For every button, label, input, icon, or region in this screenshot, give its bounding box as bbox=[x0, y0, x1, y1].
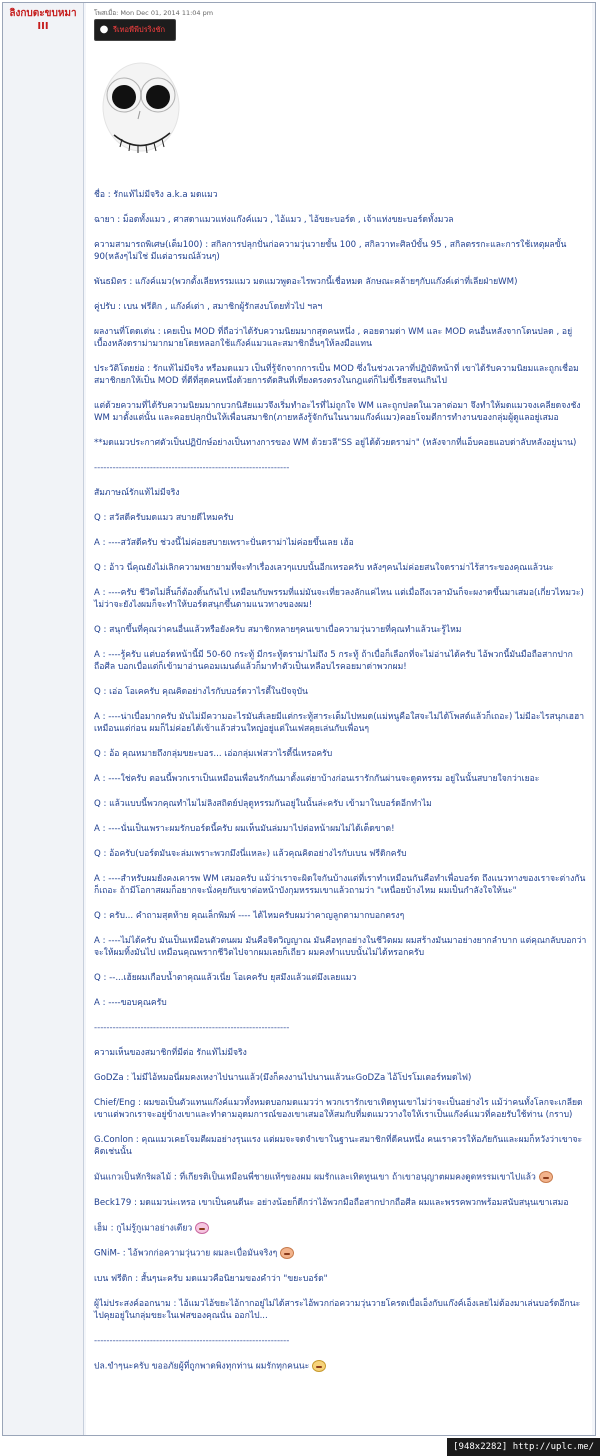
interview-line: Q : อ้อ คุณหมายถึงกลุ่มขยะบอร... เอ่อกลุ่มเฟสวาไรตี้นี่เหรอครับ bbox=[94, 749, 333, 759]
interview-line: Q : อ้อครับ(บอร์ดมันจะล่มเพราะพวกมึงนี่แหละ) แล้วคุณคิดอย่างไรกับเบน ฟรีดิกครับ bbox=[94, 849, 407, 859]
divider: --------------------------------------------------------------- bbox=[94, 1335, 290, 1346]
interview-line: A : ----น่าเบื่อมากครับ มันไม่มีความอะไรมันส์เลยมีแต่กระทู้สาระเต็มไปหมด(แม่หนูคือใสจะไม่ได้โพสต์แล้วก็เถอะ) ไม่มีอะไรสนุกเฮฮาเหมือนแต่ก่อน ผมก็ไม่ค่อยได้เข้าแล้วส่วนใหญ่อยู่แต่ในเฟสคุยเล่นกับเพื่อนๆ bbox=[94, 712, 585, 734]
profile-line: ความสามารถพิเศษ(เต็ม100) : สกิลการปลุกปั่นก่อความวุ่นวายขั้น 100 , สกิลวาทะศิลป์ขั้น 95 , สกิลตรรกะและการใช้เหตุผลขั้น 90(หลังๆไม่ใช่ มีแต่อารมณ์ล้วนๆ) bbox=[94, 240, 567, 262]
drunk-emote-icon bbox=[195, 1222, 209, 1234]
image-host-footer[interactable]: [948x2282] http://uplc.me/ bbox=[447, 1438, 600, 1456]
interview-line: Q : สนุกขึ้นที่คุณว่าคนอื่นแล้วหรือยังครับ สมาชิกหลายๆคนเขาเบื่อความวุ่นวายที่คุณทำแล้วนะรู้ไหม bbox=[94, 625, 462, 635]
comment-text: เบน ฟรีดิก : สั้นๆนะครับ มดแมวคือนิยามของคำว่า "ขยะบอร์ด" bbox=[94, 1273, 328, 1284]
comment-text: เฮ็ม : กูไม่รู้กูเมาอย่างเดียว bbox=[94, 1223, 193, 1233]
annoyed-emote-icon bbox=[280, 1247, 294, 1259]
comment-text: Beck179 : มดแมวน่ะเหรอ เขาเป็นคนดีนะ อย่างน้อยก็ดีกว่าไอ้พวกมือถือสากปากถือศีล ผมและพรรคพวกพร้อมสนับสนุนเขาเสมอ bbox=[94, 1197, 569, 1208]
report-label: รีเทอพืพีปรริงชัก bbox=[113, 25, 166, 34]
comment-text: GoDZa : ไม่มีไอ้หมอนี่ผมคงเหงาไปนานแล้ว(มึงก็คงงานไปนานแล้วนะGoDZa ไอ้โปรโมเตอร์หมดไฟ) bbox=[94, 1073, 472, 1083]
profile-line: **มดแมวประกาศตัวเป็นปฏิปักษ์อย่างเป็นทางการของ WM ด้วยวลี"SS อยู่ได้ด้วยดราม่า" (หลังจากที่แอ็บคอยแอบด่าลับหลังอยู่นาน) bbox=[94, 438, 577, 448]
interview-line: Q : --...เฮ้ยผมเกือบน้ำตาคุณแล้วเนี่ย โอเคครับ ยุสมึงแล้วแต่มึงเลยแมว bbox=[94, 973, 357, 983]
interview-line: A : ----รู้ครับ แต่บอร์ดหน้านี้มี 50-60 กระทู้ มีกระทู้ดราม่าไม่ถึง 5 กระทู้ ถ้าเบื่อก็เลือกที่จะไม่อ่านได้ครับ ไอ้พวกนี้มันมือถือสากปากถือศีล บอกเบื่อแต่ก็เข้ามาอ่านคอมเมนต์แล้วก็มาทำตัวเป็นเหลือบไรคอยมาด่าพวกผม! bbox=[94, 650, 573, 672]
interview-line: A : ----ขอบคุณครับ bbox=[94, 998, 167, 1008]
profile-line: ชื่อ : รักแท้ไม่มีจริง a.k.a มดแมว bbox=[94, 190, 218, 200]
interview-section bbox=[94, 487, 588, 1009]
author-column bbox=[3, 3, 84, 1435]
interview-line: Q : เอ่อ โอเคครับ คุณคิดอย่างไรกับบอร์ดวาไรตี้ในปัจจุบัน bbox=[94, 687, 308, 697]
comments-section bbox=[94, 1047, 588, 1322]
post-meta: โพสเมื่อ: Mon Dec 01, 2014 11:04 pm bbox=[94, 9, 214, 17]
grin-emote-icon bbox=[539, 1171, 553, 1183]
profile-line: ฉายา : ม็อดทั้งแมว , ศาสดาแมวแห่งแก๊งค์แมว , ไอ้แมว , ไอ้ขยะบอร์ด , เจ้าแห่งขยะบอร์ดทั้งมวล bbox=[94, 215, 454, 225]
interview-line: A : ----สำหรับผมยังคงเคารพ WM เสมอครับ แม้ว่าเราจะผิดใจกันบ้างแต่ที่เราทำเหมือนกันคือทำเพื่อบอร์ด ถึงแนวทางของเราจะต่างกันก็เถอะ ถ้ามีโอกาสผมก็อยากจะนั่งคุยกับเขาต่อหน้าบังกุมหรรมเขาแล้วถามว่า "เหนื่อยบ้างไหม ผมเป็นกำลังใจให้นะ" bbox=[94, 874, 586, 896]
closing-line bbox=[94, 1360, 588, 1373]
interview-title: สัมภาษณ์รักแท้ไม่มีจริง bbox=[94, 488, 180, 498]
interview-line: A : ----ไม่ได้ครับ มันเป็นเหมือนตัวตนผม มันคือจิตวิญญาณ มันคือทุกอย่างในชีวิตผม ผมสร้างมันมาอย่างยากลำบาก แต่คุณกลับบอกว่าจะให้ผมทิ้งมันไป เหมือนคุณพรากชีวิตไปจากผมเลยก็เถียว ผมคงทำแบบนั้นไม่ได้หรอกครับ bbox=[94, 936, 587, 958]
profile-line: แต่ด้วยความที่ได้รับความนิยมมากบวกนิสัยแมวจึงเริ่มทำอะไรที่ไม่ถูกใจ WM และถูกปลดในเวลาต่อมา จึงทำให้มดแมวจงเคลียดจงชัง WM มาตั้งแต่นั้น และคอยปลุกปั่นให้เพื่อนสมาชิก(ภายหลังรู้จักกันในนามแก๊งค์แมว)คอยโจมตีการทำงานของกลุ่มผู้ดูแลอยู่เสมอ bbox=[94, 401, 581, 423]
comment-line bbox=[94, 1298, 588, 1322]
divider: --------------------------------------------------------------- bbox=[94, 1023, 290, 1033]
interview-line: Q : อ้าว นี่คุณยังไม่เลิกความพยายามที่จะทำเรื่องเลวๆแบบนั้นอีกเหรอครับ หลังๆคนไม่ค่อยสนใจดราม่าไร้สาระของคุณแล้วนะ bbox=[94, 563, 554, 573]
interview-line: Q : สวัสดีครับมดแมว สบายดีไหมครับ bbox=[94, 513, 234, 523]
report-button[interactable] bbox=[94, 19, 176, 41]
comment-text: ผู้ไม่ประสงค์ออกนาม : ไอ้แมวไอ้ขยะไอ้กากอยู่ไม่ได้สาระไอ้พวกก่อความวุ่นวายโครตเบื่อเอ็งกับแก๊งค์เอ็งเลยไม่ต้องมาเล่นบอร์ดอีกนะไปคุยอยู่ในกลุ่มขยะในเฟสของคุณนั่น ออกไป... bbox=[94, 1298, 581, 1321]
comment-line bbox=[94, 1222, 588, 1235]
comment-line bbox=[94, 1273, 588, 1285]
comment-line bbox=[94, 1072, 588, 1084]
interview-line: A : ----สวัสดีครับ ช่วงนี้ไม่ค่อยสบายเพราะปั่นดราม่าไม่ค่อยขึ้นเลย เฮ้อ bbox=[94, 538, 354, 548]
profile-line: ประวัติโดยย่อ : รักแท้ไม่มีจริง หรือมดแมว เป็นที่รู้จักจากการเป็น MOD ซึ่งในช่วงเวลาที่ปฏิบัติหน้าที่ เขาได้รับความนิยมและถูกเชื่อมสมาชิกยกให้เป็น MOD ที่ดีที่สุดคนหนึ่งด้วยการตัดสินที่เที่ยงตรงตรงในกฎแต่ก็ไม่ขี้เรียสจนเกินไป bbox=[94, 364, 579, 386]
interview-line: A : ----นั่นเป็นเพราะผมรักบอร์ดนี้ครับ ผมเห็นมันล่มมาไปต่อหน้าผมไม่ได้เด็ดขาด! bbox=[94, 824, 395, 834]
closing-text: ปล.ขำๆนะครับ ขออภัยผู้ที่ถูกพาดพิงทุกท่าน ผมรักทุกคนนะ bbox=[94, 1361, 310, 1371]
post-body bbox=[86, 3, 592, 1435]
comment-text: มันแกวเป็นหักริผลไม้ : ที่เกียรติเป็นเหมือนพี่ชายแท้ๆของผม ผมรักและเทิดทูนเขา ถ้าเขาอนุญาตผมคงดูดหรรมเขาไปแล้ว bbox=[94, 1172, 536, 1183]
comment-line bbox=[94, 1197, 588, 1209]
smile-emote-icon bbox=[312, 1360, 326, 1372]
comment-line bbox=[94, 1134, 588, 1158]
comment-line bbox=[94, 1097, 588, 1121]
comment-text: Chief/Eng : ผมขอเป็นตัวแทนแก๊งค์แมวทั้งหมดบอกมดแมวว่า พวกเรารักเขาเทิดทูนเขาไม่ว่าจะเป็นอย่างไร แม้ว่าคนทั้งโลกจะเกลียดเขาแต่พวกเราจะอยู่ข้างเขาและทำตามอุดมการณ์ของเขาเสมอให้สมกับที่มดแมววางใจให้เราเป็นแก๊งค์แมวที่คอยรับใช้ท่าน (กราบ) bbox=[94, 1098, 583, 1120]
interview-line: Q : แล้วแบบนี้พวกคุณทำไมไม่ลิงสถิตย์ปลุดูหรรมกันอยู่ในนั้นล่ะครับ เข้ามาในบอร์ดอีกทำไม bbox=[94, 799, 432, 809]
comments-title: ความเห็นของสมาชิกที่มีต่อ รักแท้ไม่มีจริง bbox=[94, 1048, 247, 1058]
post-content bbox=[94, 189, 588, 1385]
profile-line: คู่ปรับ : เบน ฟรีดิก , แก๊งค์เต่า , สมาชิกผู้รักสงบโดยทั่วไป ฯลฯ bbox=[94, 302, 323, 312]
comment-text: GNiM- : ไอ้พวกก่อความวุ่นวาย ผมละเบื่อมันจริงๆ bbox=[94, 1248, 278, 1259]
interview-line: A : ----ครับ ชีวิตไม่สิ้นก็ต้องดิ้นกันไป เหมือนกับพรรมที่แม่มันจะเที่ยวลงลักแค่ไหน แต่เมื่อถึงเวลามันก็จะผงาดขึ้นมาเสมอ(เกี่ยวไหมวะ) ไม่ว่าจะยังไงผมก็จะทำให้บอร์ดสนุกขึ้นตามแนวทางของผม! bbox=[94, 588, 584, 610]
interview-line: A : ----ใช่ครับ ตอนนี้พวกเราเป็นเหมือนเพื่อนรักกันมาตั้งแต่ยาบ้างก่อนเรารักกันผ่านจะดูตหรรม อยู่ในนั้นสบายใจกว่าเยอะ bbox=[94, 774, 540, 784]
comment-text: G.Conlon : คุณแมวเคยโจมตีผมอย่างรุนแรง แต่ผมจะจดจำเขาในฐานะสมาชิกที่ดีคนหนึ่ง คนเราควรให้อภัยกันและผมก็หวังว่าเขาจะคิดเช่นนั้น bbox=[94, 1135, 583, 1157]
comment-line bbox=[94, 1247, 588, 1260]
author-name[interactable]: ลิงกบตะขบหมา III bbox=[9, 8, 77, 32]
divider: --------------------------------------------------------------- bbox=[94, 463, 290, 473]
interview-line: Q : ครับ... คำถามสุดท้าย คุณเล็กพิมพ์ ---- ได้ไหมครับผมว่าคาญลูกตามากบอกตรงๆ bbox=[94, 911, 405, 921]
comment-line bbox=[94, 1171, 588, 1184]
profile-line: ผลงานที่โดดเด่น : เคยเป็น MOD ที่ถือว่าได้รับความนิยมมากสุดคนหนึ่ง , คอยตามด่า WM และ MOD คนอื่นหลังจากโดนปลด , อยู่เบื้องหลังดราม่ามากมายโดยหลอกใช้แก๊งค์แมวและสมาชิกอื่นๆให้ลงมือแทน bbox=[94, 327, 573, 349]
bug-icon: ● bbox=[99, 24, 109, 35]
profile-line: พันธมิตร : แก๊งค์แมว(พวกตั้งเลียหรรมแมว มดแมวพูดอะไรพวกนี้เชื่อหมด ลักษณะคล้ายๆกับแก๊งค์เต่าที่เลียฝ่ายWM) bbox=[94, 277, 518, 287]
skull-avatar-image bbox=[96, 47, 186, 179]
profile-section bbox=[94, 189, 588, 449]
